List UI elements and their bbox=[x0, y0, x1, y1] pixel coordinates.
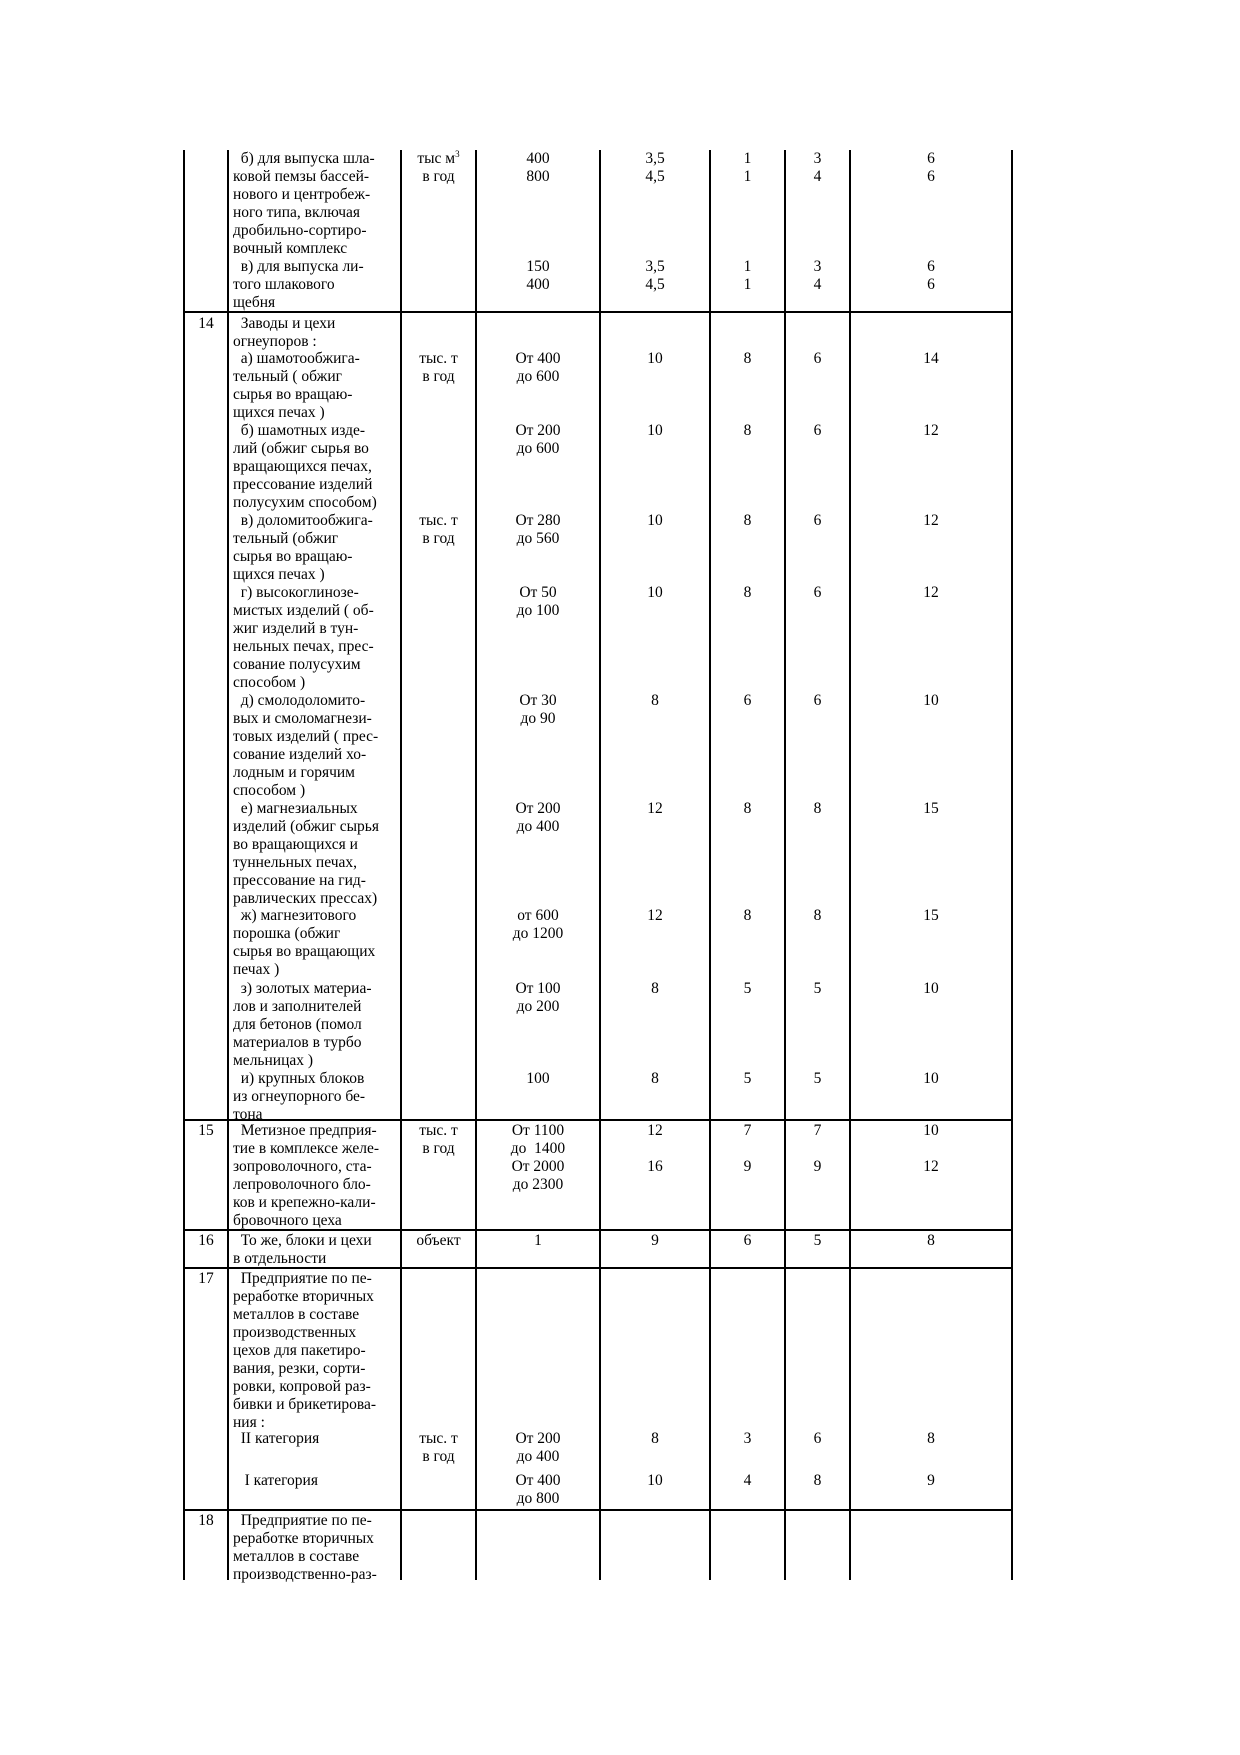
item-name-line: производственных bbox=[233, 1324, 357, 1341]
item-name-line: того шлакового bbox=[233, 276, 335, 293]
value-v2: 8 bbox=[651, 692, 659, 709]
value-v1: до 90 bbox=[520, 710, 556, 727]
value-v5: 12 bbox=[923, 422, 939, 439]
item-name-line: вращающихся печах, bbox=[233, 458, 372, 475]
item-name-line: бровочного цеха bbox=[233, 1212, 342, 1229]
value-v4: 9 bbox=[813, 1158, 822, 1175]
value-v1: От 200 bbox=[515, 1430, 561, 1447]
value-v2: 3,5 bbox=[645, 150, 665, 167]
value-v5: 6 bbox=[927, 276, 935, 293]
value-v3: 5 bbox=[743, 1070, 752, 1087]
value-v5: 12 bbox=[923, 1158, 939, 1175]
value-v3: 5 bbox=[743, 980, 752, 997]
value-v1: 400 bbox=[526, 150, 550, 167]
value-v4: 6 bbox=[813, 584, 822, 601]
value-v3: 8 bbox=[743, 800, 752, 817]
value-v4: 4 bbox=[813, 276, 822, 293]
value-v3: 1 bbox=[743, 150, 752, 167]
value-v3: 6 bbox=[743, 1232, 752, 1249]
value-v5: 9 bbox=[927, 1472, 935, 1489]
value-v5: 12 bbox=[923, 512, 939, 529]
item-name-line: лепроволочного бло- bbox=[233, 1176, 371, 1193]
row-rule bbox=[183, 1119, 1013, 1121]
value-v1: От 50 bbox=[519, 584, 557, 601]
value-v1: 1 bbox=[534, 1232, 542, 1249]
item-name-line: товых изделий ( прес- bbox=[233, 728, 379, 745]
value-v4: 8 bbox=[813, 800, 822, 817]
item-name-line: прессование на гид- bbox=[233, 872, 366, 889]
value-v4: 6 bbox=[813, 512, 822, 529]
value-v2: 4,5 bbox=[645, 276, 665, 293]
row-number: 16 bbox=[198, 1232, 214, 1249]
value-v4: 3 bbox=[813, 150, 822, 167]
item-name-line: нового и центробеж- bbox=[233, 186, 371, 203]
item-name-line: б) для выпуска шла- bbox=[233, 150, 375, 167]
item-name-line: ковой пемзы бассей- bbox=[233, 168, 370, 185]
value-v5: 6 bbox=[927, 258, 935, 275]
item-name-line: сование полусухим bbox=[233, 656, 361, 673]
value-v4: 6 bbox=[813, 692, 822, 709]
value-v4: 8 bbox=[813, 1472, 822, 1489]
value-v5: 14 bbox=[923, 350, 939, 367]
item-name-line: ж) магнезитового bbox=[233, 907, 357, 924]
item-name-line: жиг изделий в тун- bbox=[233, 620, 359, 637]
item-name-line: изделий (обжиг сырья bbox=[233, 818, 379, 835]
item-name-line: сование изделий хо- bbox=[233, 746, 367, 763]
item-name-line: в отдельности bbox=[233, 1250, 327, 1267]
item-name-line: а) шамотообжига- bbox=[233, 350, 360, 367]
value-v4: 8 bbox=[813, 907, 822, 924]
item-name-line: I категория bbox=[233, 1472, 318, 1489]
value-v4: 3 bbox=[813, 258, 822, 275]
value-v1: до 400 bbox=[516, 818, 560, 835]
value-v4: 7 bbox=[813, 1122, 822, 1139]
item-name-line: туннельных печах, bbox=[233, 854, 358, 871]
item-name-line: вания, резки, сорти- bbox=[233, 1360, 366, 1377]
value-v1: до 100 bbox=[516, 602, 560, 619]
unit-line: в год bbox=[422, 368, 455, 385]
item-name-line: мистых изделий ( об- bbox=[233, 602, 374, 619]
unit-line: в год bbox=[422, 168, 455, 185]
value-v1: От 200 bbox=[515, 422, 561, 439]
value-v1: От 2000 bbox=[511, 1158, 565, 1175]
item-name-line: цехов для пакетиро- bbox=[233, 1342, 366, 1359]
column-rule bbox=[227, 150, 229, 1580]
item-name-line: сырья во вращающих bbox=[233, 943, 376, 960]
unit-line: в год bbox=[422, 1140, 455, 1157]
item-name-line: щихся печах ) bbox=[233, 566, 325, 583]
column-rule bbox=[183, 150, 185, 1580]
value-v1: От 200 bbox=[515, 800, 561, 817]
item-name-line: для бетонов (помол bbox=[233, 1016, 362, 1033]
item-name-line: вочный комплекс bbox=[233, 240, 348, 257]
value-v5: 6 bbox=[927, 150, 935, 167]
value-v1: 800 bbox=[526, 168, 550, 185]
item-name-line: тие в комплексе желе- bbox=[233, 1140, 380, 1157]
value-v4: 5 bbox=[813, 1070, 822, 1087]
value-v2: 10 bbox=[647, 422, 663, 439]
value-v1: От 1100 bbox=[511, 1122, 565, 1139]
value-v1: до 800 bbox=[516, 1490, 560, 1507]
unit-line: тыс. т bbox=[419, 350, 458, 367]
item-name-line: сырья во вращаю- bbox=[233, 386, 353, 403]
item-name-line: печах ) bbox=[233, 961, 280, 978]
row-rule bbox=[183, 311, 1013, 313]
unit-line: тыс. т bbox=[419, 1430, 458, 1447]
value-v1: до 200 bbox=[516, 998, 560, 1015]
item-name-line: II категория bbox=[233, 1430, 320, 1447]
item-name-line: в) доломитообжига- bbox=[233, 512, 373, 529]
value-v2: 3,5 bbox=[645, 258, 665, 275]
item-name-line: тельный ( обжиг bbox=[233, 368, 342, 385]
item-name-line: реработке вторичных bbox=[233, 1288, 374, 1305]
item-name-line: полусухим способом) bbox=[233, 494, 377, 511]
row-rule bbox=[183, 1509, 1013, 1511]
item-name-line: щихся печах ) bbox=[233, 404, 325, 421]
value-v1: до 600 bbox=[516, 368, 560, 385]
item-name-line: равлических прессах) bbox=[233, 890, 378, 907]
value-v2: 8 bbox=[651, 980, 659, 997]
item-name-line: нельных печах, прес- bbox=[233, 638, 374, 655]
value-v2: 10 bbox=[647, 1472, 663, 1489]
value-v3: 1 bbox=[743, 168, 752, 185]
value-v4: 6 bbox=[813, 350, 822, 367]
item-name-line: и) крупных блоков bbox=[233, 1070, 365, 1087]
value-v3: 8 bbox=[743, 512, 752, 529]
value-v3: 6 bbox=[743, 692, 752, 709]
item-name-line: прессование изделий bbox=[233, 476, 373, 493]
item-name-line: способом ) bbox=[233, 674, 306, 691]
row-number: 18 bbox=[198, 1512, 214, 1529]
item-name-line: ного типа, включая bbox=[233, 204, 361, 221]
unit-line: в год bbox=[422, 530, 455, 547]
value-v1: до 600 bbox=[516, 440, 560, 457]
value-v2: 10 bbox=[647, 512, 663, 529]
value-v5: 10 bbox=[923, 980, 939, 997]
value-v1: От 100 bbox=[515, 980, 561, 997]
item-name-line: д) смолодоломито- bbox=[233, 692, 366, 709]
value-v4: 5 bbox=[813, 1232, 822, 1249]
value-v5: 8 bbox=[927, 1232, 935, 1249]
value-v5: 15 bbox=[923, 907, 939, 924]
value-v1: от 600 bbox=[517, 907, 559, 924]
value-v1: до 1400 bbox=[510, 1140, 566, 1157]
item-name-line: ния : bbox=[233, 1414, 265, 1431]
item-name-line: тельный (обжиг bbox=[233, 530, 339, 547]
value-v2: 8 bbox=[651, 1430, 659, 1447]
item-name-line: б) шамотных изде- bbox=[233, 422, 366, 439]
value-v1: до 400 bbox=[516, 1448, 560, 1465]
item-name-line: металлов в составе bbox=[233, 1548, 360, 1565]
value-v5: 10 bbox=[923, 1070, 939, 1087]
item-name-line: мельницах ) bbox=[233, 1052, 314, 1069]
item-name-line: реработке вторичных bbox=[233, 1530, 374, 1547]
item-name-line: Заводы и цехи bbox=[233, 315, 336, 332]
item-name-line: вых и смоломагнези- bbox=[233, 710, 372, 727]
item-name-line: Предприятие по пе- bbox=[233, 1270, 372, 1287]
unit-line: тыс $м^3$ bbox=[417, 148, 460, 167]
value-v2: 12 bbox=[647, 1122, 663, 1139]
item-name-line: материалов в турбо bbox=[233, 1034, 362, 1051]
item-name-line: Предприятие по пе- bbox=[233, 1512, 372, 1529]
value-v1: От 30 bbox=[519, 692, 557, 709]
item-name-line: щебня bbox=[233, 294, 276, 311]
item-name-line: металлов в составе bbox=[233, 1306, 360, 1323]
value-v4: 6 bbox=[813, 422, 822, 439]
value-v1: От 400 bbox=[515, 1472, 561, 1489]
value-v3: 8 bbox=[743, 422, 752, 439]
value-v5: 12 bbox=[923, 584, 939, 601]
superscript-three: 3 bbox=[455, 148, 460, 159]
value-v1: до 2300 bbox=[512, 1176, 564, 1193]
item-name-line: производственно-раз- bbox=[233, 1566, 377, 1583]
value-v2: 12 bbox=[647, 800, 663, 817]
item-name-line: тона bbox=[233, 1106, 263, 1123]
value-v5: 8 bbox=[927, 1430, 935, 1447]
value-v5: 6 bbox=[927, 168, 935, 185]
item-name-line: бивки и брикетирова- bbox=[233, 1396, 377, 1413]
value-v2: 16 bbox=[647, 1158, 663, 1175]
value-v1: до 1200 bbox=[512, 925, 564, 942]
unit-line: тыс. т bbox=[419, 512, 458, 529]
value-v2: 10 bbox=[647, 584, 663, 601]
item-name-line: Метизное предприя- bbox=[233, 1122, 377, 1139]
unit-line: тыс. т bbox=[419, 1122, 458, 1139]
value-v3: 8 bbox=[743, 350, 752, 367]
unit-line: в год bbox=[422, 1448, 455, 1465]
value-v5: 10 bbox=[923, 692, 939, 709]
item-name-line: зопроволочного, ста- bbox=[233, 1158, 372, 1175]
value-v1: до 560 bbox=[516, 530, 560, 547]
item-name-line: порошка (обжиг bbox=[233, 925, 341, 942]
item-name-line: лодным и горячим bbox=[233, 764, 355, 781]
value-v3: 8 bbox=[743, 907, 752, 924]
unit-line: объект bbox=[416, 1232, 461, 1249]
value-v1: 100 bbox=[526, 1070, 550, 1087]
value-v4: 5 bbox=[813, 980, 822, 997]
item-name-line: дробильно-сортиро- bbox=[233, 222, 367, 239]
value-v1: 150 bbox=[526, 258, 550, 275]
value-v2: 4,5 bbox=[645, 168, 665, 185]
item-name-line: То же, блоки и цехи bbox=[233, 1232, 372, 1249]
row-number: 17 bbox=[198, 1270, 214, 1287]
item-name-line: г) высокоглинозе- bbox=[233, 584, 359, 601]
value-v4: 4 bbox=[813, 168, 822, 185]
value-v5: 10 bbox=[923, 1122, 939, 1139]
value-v2: 8 bbox=[651, 1070, 659, 1087]
value-v3: 9 bbox=[743, 1158, 752, 1175]
item-name-line: в) для выпуска ли- bbox=[233, 258, 364, 275]
item-name-line: ков и крепежно-кали- bbox=[233, 1194, 376, 1211]
item-name-line: способом ) bbox=[233, 782, 306, 799]
item-name-line: во вращающихся и bbox=[233, 836, 358, 853]
value-v3: 4 bbox=[743, 1472, 752, 1489]
value-v3: 7 bbox=[743, 1122, 752, 1139]
item-name-line: сырья во вращаю- bbox=[233, 548, 353, 565]
item-name-line: лов и заполнителей bbox=[233, 998, 362, 1015]
row-number: 15 bbox=[198, 1122, 214, 1139]
item-name-line: лий (обжиг сырья во bbox=[233, 440, 369, 457]
value-v4: 6 bbox=[813, 1430, 822, 1447]
value-v3: 1 bbox=[743, 276, 752, 293]
item-name-line: ровки, копровой раз- bbox=[233, 1378, 371, 1395]
row-number: 14 bbox=[198, 315, 214, 332]
item-name-line: огнеупоров : bbox=[233, 333, 317, 350]
item-name-line: е) магнезиальных bbox=[233, 800, 358, 817]
value-v1: 400 bbox=[526, 276, 550, 293]
value-v2: 10 bbox=[647, 350, 663, 367]
value-v3: 3 bbox=[743, 1430, 752, 1447]
item-name-line: з) золотых материа- bbox=[233, 980, 372, 997]
item-name-line: из огнеупорного бе- bbox=[233, 1088, 366, 1105]
value-v5: 15 bbox=[923, 800, 939, 817]
value-v2: 9 bbox=[651, 1232, 659, 1249]
value-v3: 8 bbox=[743, 584, 752, 601]
value-v3: 1 bbox=[743, 258, 752, 275]
value-v2: 12 bbox=[647, 907, 663, 924]
value-v1: От 280 bbox=[515, 512, 561, 529]
value-v1: От 400 bbox=[515, 350, 561, 367]
